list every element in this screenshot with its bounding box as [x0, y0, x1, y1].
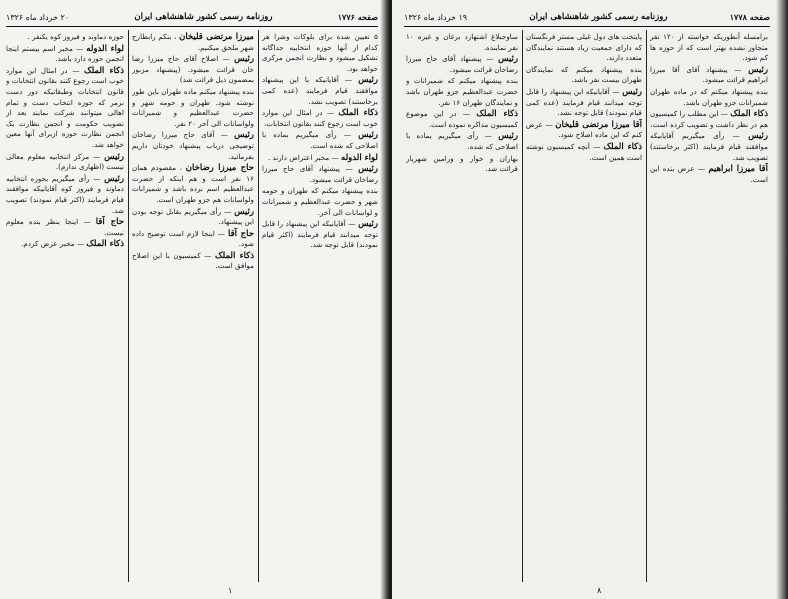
paragraph-text: — این مطلب را کمیسیون هم در نظر داشت و تصویب کرده است.: [650, 109, 768, 129]
speaker-name: ذکاء الملک: [730, 109, 768, 120]
column-divider: [258, 30, 259, 582]
paragraph: [262, 164, 378, 185]
paragraph: [132, 32, 254, 53]
paragraph-text: بنده پیشنهاد میکنم که طهران و حومه شهر و حضرت عبدالعظیم و شمیرانات و لواسانات الی آخر.: [262, 186, 378, 217]
paragraph-text: — پیشنهاد آقای حاج میرزا رضاخان قرائت میشود.: [406, 54, 518, 74]
left-page: [0, 0, 386, 599]
speaker-name: رئیس: [104, 173, 124, 184]
paragraph: [132, 163, 254, 205]
speaker-name: رئیس: [358, 130, 378, 141]
speaker-name: ذکاء الملک: [603, 141, 642, 152]
speaker-name: لواء الدوله: [86, 43, 124, 54]
paragraph-text: — در این موضوع کمیسیون مذاکره نموده است.: [406, 109, 518, 129]
paragraph: [132, 130, 254, 162]
speaker-name: رئیس: [234, 54, 254, 65]
speaker-name: حاج آقا: [227, 228, 254, 239]
text-column: [262, 32, 378, 580]
paragraph-text: حوزه دماوند و فیروز کوه یکنفر .: [27, 32, 124, 41]
paragraph-text: پایتخت های دول غیلی مستر فرنگستان که دارای جمعیت زیاد هستند نمایندگان متعدد دارند.: [526, 32, 642, 63]
speaker-name: حاج آقا: [95, 217, 124, 228]
paragraph-text: بنده پیشنهاد میکنم که در ماده طهران شمیرانات جزو طهران باشد.: [650, 86, 768, 107]
paragraph: [132, 207, 254, 228]
paragraph: [650, 65, 768, 86]
paragraph: [406, 32, 518, 53]
paragraph: [262, 75, 378, 107]
speaker-name: رئیس: [748, 131, 768, 142]
paragraph-text: برامسله آنطوریکه خواسته از ۱۲۰ نفر متجاوز نشده بهتر است که از حوزه ها کم شود.: [650, 32, 768, 63]
paragraph: [6, 217, 124, 238]
paragraph-text: — رأی میگیریم بحوزه انتخابیه دماوند و فیروز کوه آقایانیکه موافقند قیام فرمایند (اکثر قیام نمودند) تصویب شد.: [6, 173, 124, 215]
paragraph-text: بنده پیشنهاد میکنم که نمایندگان طهران بیست نفر باشد.: [526, 64, 642, 85]
paragraph: [132, 251, 254, 272]
paragraph-text: — رأی میگیریم بماده با اصلاحی که شده.: [406, 131, 518, 151]
column-divider: [646, 30, 647, 582]
text-column: [6, 32, 124, 580]
paragraph-text: — مخبر اسم بیستم اینجا انجمن حوزه دارد باشد.: [6, 43, 124, 64]
paragraph: [6, 44, 124, 65]
paragraph: [526, 32, 642, 64]
speaker-name: رئیس: [234, 130, 254, 141]
speaker-name: رئیس: [622, 86, 642, 97]
paragraph: [650, 87, 768, 108]
paragraph: [262, 130, 378, 151]
page-footer-number: ۸: [597, 586, 602, 595]
paragraph: [526, 120, 642, 141]
speaker-name: آقا میرزا مرتضی قلیخان: [555, 119, 642, 130]
paragraph-text: ، مقصودم همان ۱۶ نفر است و هم اینکه از حضرت عبدالعظیم اسم برده باشد و شمیرانات ولواسانات هم جزو طهران است.: [132, 163, 254, 204]
paragraph: [650, 164, 768, 185]
text-column: [526, 32, 642, 580]
paragraph-text: — آقایانیکه این پیشنهاد را قابل توجه میدانند قیام فرمایند (عده کمی قیام نمودند) قابل توجه نشد.: [526, 86, 642, 118]
paragraph-text: — مخبر اعتراض دارند .: [267, 152, 339, 162]
paragraph: [262, 186, 378, 218]
speaker-name: ذکاء الملک: [476, 109, 518, 120]
paragraph: [132, 87, 254, 129]
paragraph-text: — آقایانیکه این پیشنهاد را قابل توجه میدانند قیام فرمایند (اکثر قیام نمودند) قابل توجه شد.: [262, 219, 378, 250]
speaker-name: رئیس: [748, 64, 768, 75]
paragraph-text: — رأی میگیریم بماده با اصلاحی که شده است.: [262, 130, 378, 150]
page-header: [404, 10, 770, 27]
issue-date: ۱۹ خرداد ماه ۱۳۲۶: [404, 12, 468, 22]
speaker-name: آقا میرزا ابراهیم: [708, 164, 768, 175]
paragraph: [6, 32, 124, 43]
paragraph-text: — عرض بنده این است.: [650, 164, 768, 184]
paragraph-text: — مخبر عرض کردم.: [21, 239, 85, 249]
paragraph: [650, 109, 768, 130]
paragraph-text: — اینجا بنظر بنده معلوم نیست.: [6, 217, 124, 237]
paragraph: [406, 131, 518, 152]
paragraph: [132, 54, 254, 86]
paragraph-text: — کمیسیون با این اصلاح موافق است.: [132, 250, 254, 271]
paragraph-text: — در امثال این موارد خوب است رجوع کنند بقانون انتخابات.: [262, 108, 378, 128]
paragraph: [132, 229, 254, 250]
speaker-name: میرزا مرتضی قلیخان: [179, 32, 254, 42]
speaker-name: لواء الدوله: [341, 152, 378, 163]
paragraph: [6, 66, 124, 151]
paragraph: [6, 174, 124, 216]
paragraph: [262, 153, 378, 164]
paragraph-text: بهاران و خوار و ورامین شهریار قرائت شد.: [406, 153, 518, 174]
newspaper-title: روزنامه رسمی کشور شاهنشاهی ایران: [529, 12, 668, 22]
paragraph: [526, 142, 642, 163]
paragraph: [406, 154, 518, 175]
speaker-name: رئیس: [234, 206, 254, 217]
paragraph-text: بنده پیشنهاد میکنم که شمیرانات و حضرت عبدالعظیم جزو طهران باشد و نمایندگان طهران ۱۶ نفر.: [406, 76, 518, 107]
paragraph: [262, 32, 378, 74]
paragraph-text: — عرض کنم که این ماده اصلاح شود.: [526, 119, 642, 140]
page-number: صفحه ۱۷۷۸: [729, 12, 770, 22]
page-edge-shadow: [776, 0, 788, 599]
text-column: [406, 32, 518, 580]
paragraph-text: بنده پیشنهاد میکنم ماده طهران باین طور نوشته شود. طهران و حومه شهر و حضرت عبدالعظیم و شمیرانات ولواسانات الی آخر ۲۰ نفر.: [132, 86, 254, 128]
paragraph: [406, 76, 518, 108]
page-number: صفحه ۱۷۷۶: [337, 12, 378, 22]
issue-date: ۲۰ خرداد ماه ۱۳۲۶: [6, 12, 70, 22]
paragraph: [262, 219, 378, 251]
speaker-name: رئیس: [498, 54, 518, 65]
paragraph: [262, 108, 378, 129]
paragraph-text: — پیشنهاد آقای حاج میرزا رضاخان قرائت میشود.: [262, 164, 378, 184]
text-column: [650, 32, 768, 580]
paragraph: [6, 239, 124, 250]
paragraph-text: — آقایانیکه با این پیشنهاد موافقند قیام فرمایند (عده کمی برخاستند) تصویب نشد.: [262, 75, 378, 106]
newspaper-title: روزنامه رسمی کشور شاهنشاهی ایران: [134, 12, 273, 22]
paragraph-text: — اصلاح آقای حاج میرزا رضا خان قرائت میشود. (پیشنهاد مزبور بمضمون ذیل قرائت شد): [132, 54, 254, 85]
speaker-name: رئیس: [358, 75, 378, 86]
speaker-name: رئیس: [358, 164, 378, 175]
speaker-name: رئیس: [498, 131, 518, 142]
paragraph-text: — رأی میگیریم بقابل توجه بودن این پیشنهاد.: [132, 206, 254, 227]
speaker-name: حاج میرزا رضاخان: [185, 163, 254, 174]
speaker-name: ذکاء الملک: [338, 108, 378, 119]
page-footer-number: ۱: [228, 586, 233, 595]
paragraph: [650, 131, 768, 163]
paragraph-text: — اینجا لازم است توضیح داده شود.: [132, 228, 254, 249]
paragraph: [6, 152, 124, 173]
text-column: [132, 32, 254, 580]
page-header: [6, 10, 378, 27]
paragraph: [650, 32, 768, 64]
paragraph: [406, 54, 518, 75]
paragraph-text: ، بنکم رابطارج شهر ملحق میکنیم.: [132, 32, 254, 52]
speaker-name: ذکاء الملک: [215, 250, 254, 261]
column-divider: [522, 30, 523, 582]
paragraph-text: — در امثال این موارد خوب است رجوع کنند بقانون انتخابات و قانون انتخابات وطبقاتیکه دور دست نرمر که حوزه انتخاب دست و تمام اهالی میتوانند شرکت نمایند بعد از تصویب حکومت و انجمن نظارت یک انجمن نظارت حوزه ازبرای آنها معین خواهد شد.: [6, 65, 124, 149]
paragraph-text: — رأی میگیریم آقایانیکه موافقند قیام فرمایند (اکثر برخاستند) تصویب شد.: [650, 131, 768, 162]
paragraph-text: — آنچه کمیسیون نوشته است همین است.: [526, 141, 642, 162]
right-page: [392, 0, 788, 599]
paragraph: [526, 65, 642, 86]
speaker-name: رئیس: [104, 151, 124, 162]
paragraph: [526, 87, 642, 119]
column-divider: [128, 30, 129, 582]
speaker-name: رئیس: [358, 219, 378, 230]
speaker-name: ذکاء الملک: [86, 239, 124, 250]
paragraph-text: — پیشنهاد آقای آقا میرزا ابراهیم قرائت میشود.: [650, 64, 768, 85]
paragraph: [406, 109, 518, 130]
speaker-name: ذکاء الملک: [84, 65, 124, 76]
paragraph-text: ۵ تعیین شده برای بلوکات وشرا هر کدام از آنها حوزه انتخابیه جداگانه تشکیل میشود و نظارت انجمن مرکزی خواهد بود.: [262, 32, 378, 73]
paragraph-text: ساوجبلاغ اشتهارد برغان و غیره ۱۰ نفر نماینده.: [406, 32, 518, 52]
paragraph-text: — آقای حاج میرزا رضاخان توضیحی درباب پیشنهاد خودتان داریم بفرمائید.: [132, 130, 254, 161]
paragraph-text: — مرکز انتخابیه معلوم معالی نیست (اظهاری ندارم).: [6, 151, 124, 172]
